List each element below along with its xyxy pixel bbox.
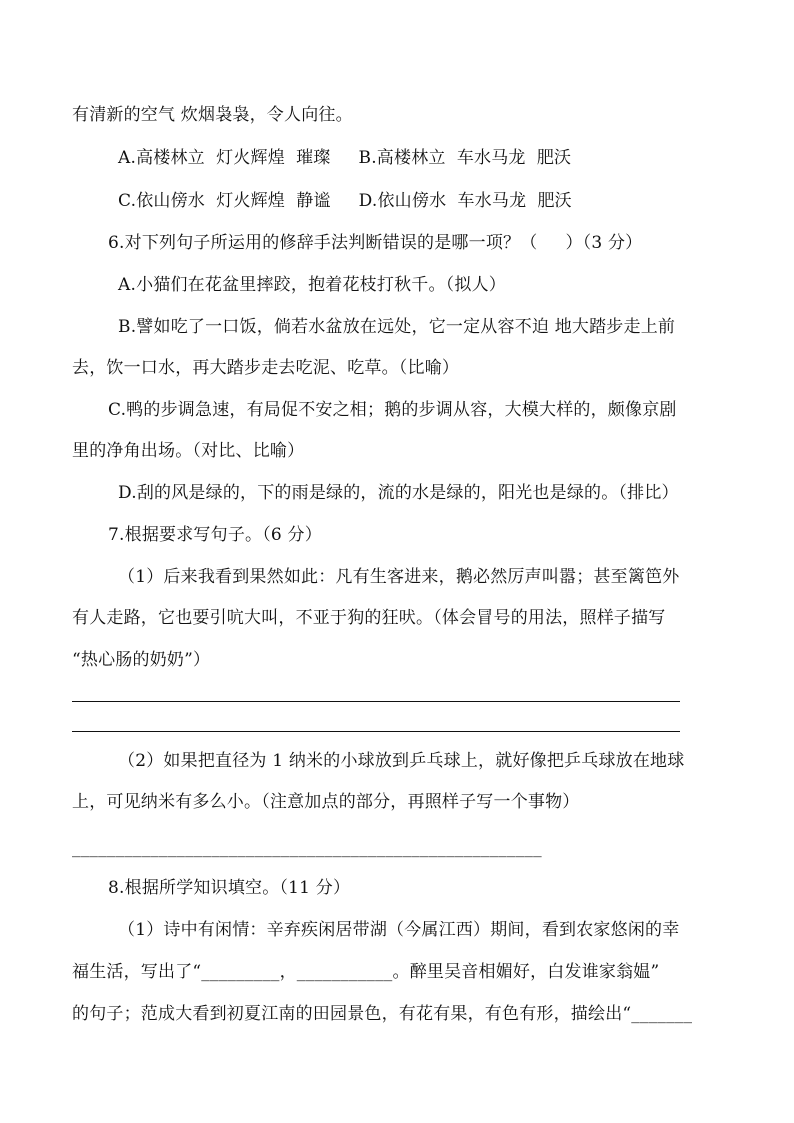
question-6-option-b-line2: 去，饮一口水，再大踏步走去吃泥、吃草。（比喻）	[72, 358, 460, 378]
question-6-option-c-line1: C.鸭的步调急速，有局促不安之相；鹅的步调从容，大模大样的，颇像京剧	[108, 400, 677, 420]
question-6-option-b-line1: B.譬如吃了一口饭，倘若水盆放在远处，它一定从容不迫 地大踏步走上前	[118, 317, 676, 337]
question-7-2-line2: 上，可见纳米有多么小。（注意加点的部分，再照样子写一个事物）	[72, 792, 580, 812]
question-7-2-line1: （2）如果把直径为 1 纳米的小球放到乒乓球上，就好像把乒乓球放在地球	[118, 751, 685, 771]
answer-line-2[interactable]	[72, 731, 680, 732]
question-7-1-line3: “热心肠的奶奶”）	[72, 650, 211, 670]
question-6-option-c-line2: 里的净角出场。（对比、比喻）	[72, 441, 305, 461]
question-8-1-line2: 福生活，写出了“_________，___________。醉里吴音相媚好，白发谁家翁媪”	[72, 962, 660, 982]
question-7-1-line2: 有人走路，它也要引吭大叫，不亚于狗的狂吠。（体会冒号的用法，照样子描写	[72, 608, 666, 628]
question-8-title: 8.根据所学知识填空。（11 分）	[108, 878, 351, 898]
option-line-ab: A.高楼林立 灯火辉煌 璀璨 B.高楼林立 车水马龙 肥沃	[118, 148, 572, 168]
question-6-title: 6.对下列句子所运用的修辞手法判断错误的是哪一项？（ ）（3 分）	[108, 233, 643, 253]
question-6-option-d: D.刮的风是绿的，下的雨是绿的，流的水是绿的，阳光也是绿的。（排比）	[118, 483, 679, 503]
answer-line-1[interactable]	[72, 701, 680, 702]
question-7-title: 7.根据要求写句子。（6 分）	[108, 525, 322, 545]
question-7-1-line1: （1）后来我看到果然如此：凡有生客进来，鹅必然厉声叫嚣；甚至篱笆外	[118, 567, 680, 587]
answer-line-3[interactable]: ______________________________________________________	[72, 838, 542, 858]
question-6-option-a: A.小猫们在花盆里摔跤，抱着花枝打秋千。（拟人）	[118, 275, 506, 295]
option-line-cd: C.依山傍水 灯火辉煌 静谧 D.依山傍水 车水马龙 肥沃	[118, 191, 572, 211]
question-8-1-line3: 的句子；范成大看到初夏江南的田园景色，有花有果，有色有形，描绘出“_______	[72, 1004, 693, 1024]
text-line-continuation: 有清新的空气 炊烟袅袅，令人向往。	[72, 105, 353, 125]
question-8-1-line1: （1）诗中有闲情：辛弃疾闲居带湖（今属江西）期间，看到农家悠闲的幸	[118, 920, 680, 940]
